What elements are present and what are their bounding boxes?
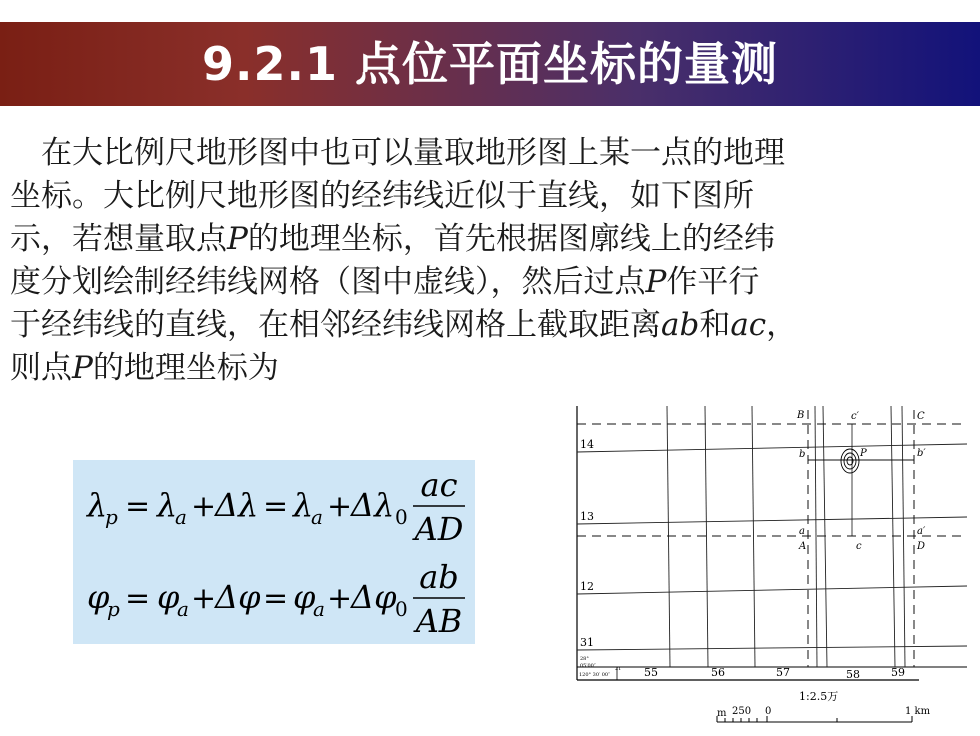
- phi-p-symbol: φ: [87, 578, 110, 616]
- plus-sign: +: [191, 581, 217, 616]
- equals-sign: =: [263, 581, 289, 616]
- grid-row-label: 12: [580, 580, 594, 593]
- subscript-a: a: [313, 597, 325, 621]
- point-label-b: b: [799, 449, 806, 460]
- point-label-p: P: [860, 448, 867, 459]
- text: 的地理坐标为: [92, 350, 279, 386]
- text: 度分划绘制经纬线网格（图中虚线），然后过点: [10, 264, 646, 300]
- longitude-formula: [85, 466, 465, 548]
- text: 作平行: [666, 264, 760, 300]
- lambda-p-symbol: λ: [87, 486, 108, 524]
- subscript-a: a: [177, 597, 189, 621]
- plus-sign: +: [327, 581, 353, 616]
- contour-ring: [844, 453, 856, 469]
- grid-row-label: 31: [580, 636, 594, 649]
- plus-sign: +: [191, 489, 217, 524]
- point-p-symbol: P: [645, 264, 667, 300]
- grid-col-label: 55: [644, 666, 658, 679]
- grid-col-label: 58: [846, 668, 860, 681]
- grid-line: [577, 444, 967, 452]
- paragraph-line-2: 坐标。大比例尺地形图的经纬线近似于直线，如下图所: [10, 178, 754, 214]
- subscript-a: a: [175, 505, 187, 529]
- point-label-a: a: [799, 526, 805, 537]
- subscript-a: a: [311, 505, 323, 529]
- page-title: 9.2.1 点位平面坐标的量测: [202, 37, 778, 91]
- fraction-denominator: AB: [415, 602, 463, 640]
- phi-a-symbol: φ: [157, 578, 180, 616]
- subscript-p: p: [107, 597, 120, 621]
- subscript-p: p: [105, 505, 118, 529]
- point-label-d-upper: D: [917, 541, 926, 552]
- point-label-a-upper: A: [799, 541, 807, 552]
- grid-col-label: 57: [776, 666, 790, 679]
- fraction-numerator: ac: [420, 466, 458, 504]
- corner-latitude-minutes: 05′00″: [580, 663, 596, 669]
- point-label-b-prime: b′: [917, 448, 926, 459]
- grid-line: [815, 406, 817, 667]
- text: 和: [699, 307, 731, 343]
- topographic-map-figure: [567, 404, 967, 736]
- delta-phi-symbol: Δφ: [215, 578, 261, 616]
- lambda-a-symbol: λ: [293, 486, 314, 524]
- grid-col-label: 59: [891, 666, 905, 679]
- point-label-b-upper: B: [797, 410, 805, 421]
- grid-row-label: 13: [580, 510, 594, 523]
- corner-latitude: 28°: [580, 656, 589, 662]
- text: 示，若想量取点: [10, 221, 227, 257]
- scale-ratio: 1:2.5万: [799, 690, 839, 703]
- ab-symbol: ab: [661, 307, 700, 343]
- paragraph-line-6: [10, 347, 970, 390]
- scale-label-1km: 1 km: [905, 706, 931, 717]
- point-label-c: c: [856, 541, 862, 552]
- delta-lambda-symbol: Δλ: [215, 486, 259, 524]
- title-bar: [0, 22, 980, 106]
- equals-sign: =: [263, 489, 289, 524]
- subscript-zero: 0: [395, 597, 408, 621]
- formula-box: [73, 460, 475, 644]
- fraction-denominator: AD: [414, 510, 464, 548]
- body-paragraph: [10, 132, 970, 390]
- lambda-a-symbol: λ: [157, 486, 178, 524]
- grid-line: [577, 517, 967, 524]
- delta-lambda-zero-symbol: Δλ: [351, 486, 395, 524]
- contour-symbol: [841, 449, 859, 473]
- text: 的地理坐标，首先根据图廓线上的经纬: [247, 221, 775, 257]
- subscript-zero: 0: [395, 505, 408, 529]
- point-p-symbol: P: [72, 350, 93, 386]
- grid-line: [577, 646, 967, 650]
- phi-a-symbol: φ: [293, 578, 316, 616]
- delta-phi-zero-symbol: Δφ: [351, 578, 397, 616]
- scale-label-250: 250: [732, 706, 752, 717]
- equals-sign: =: [125, 581, 151, 616]
- text: 于经纬线的直线，在相邻经纬线网格上截取距离: [10, 307, 661, 343]
- paragraph-line-5: [10, 304, 970, 347]
- grid-line: [577, 586, 967, 594]
- paragraph-line-1: 在大比例尺地形图中也可以量取地形图上某一点的地理: [10, 135, 785, 171]
- scale-unit-m: m: [717, 708, 727, 719]
- latitude-formula: [87, 558, 465, 640]
- ac-symbol: ac: [730, 307, 767, 343]
- corner-longitude: 120° 30′ 00″: [579, 672, 610, 678]
- grid-line: [752, 406, 755, 667]
- paragraph-line-3: [10, 218, 970, 261]
- paragraph-line-4: [10, 261, 970, 304]
- point-label-c-upper: C: [917, 411, 925, 422]
- equals-sign: =: [125, 489, 151, 524]
- fraction-numerator: ab: [419, 558, 459, 596]
- text: ，: [766, 307, 798, 343]
- graticule-dashed: [577, 410, 967, 667]
- point-label-c-prime: c′: [851, 411, 859, 422]
- point-label-a-prime: a′: [917, 526, 926, 537]
- corner-km-number: 21: [615, 666, 622, 672]
- scale-label-zero: 0: [765, 706, 772, 717]
- km-grid-horizontal: [577, 444, 967, 650]
- plus-sign: +: [327, 489, 353, 524]
- grid-row-label: 14: [580, 438, 594, 451]
- text: 则点: [10, 350, 72, 386]
- grid-col-label: 56: [711, 666, 725, 679]
- point-p-symbol: P: [227, 221, 248, 257]
